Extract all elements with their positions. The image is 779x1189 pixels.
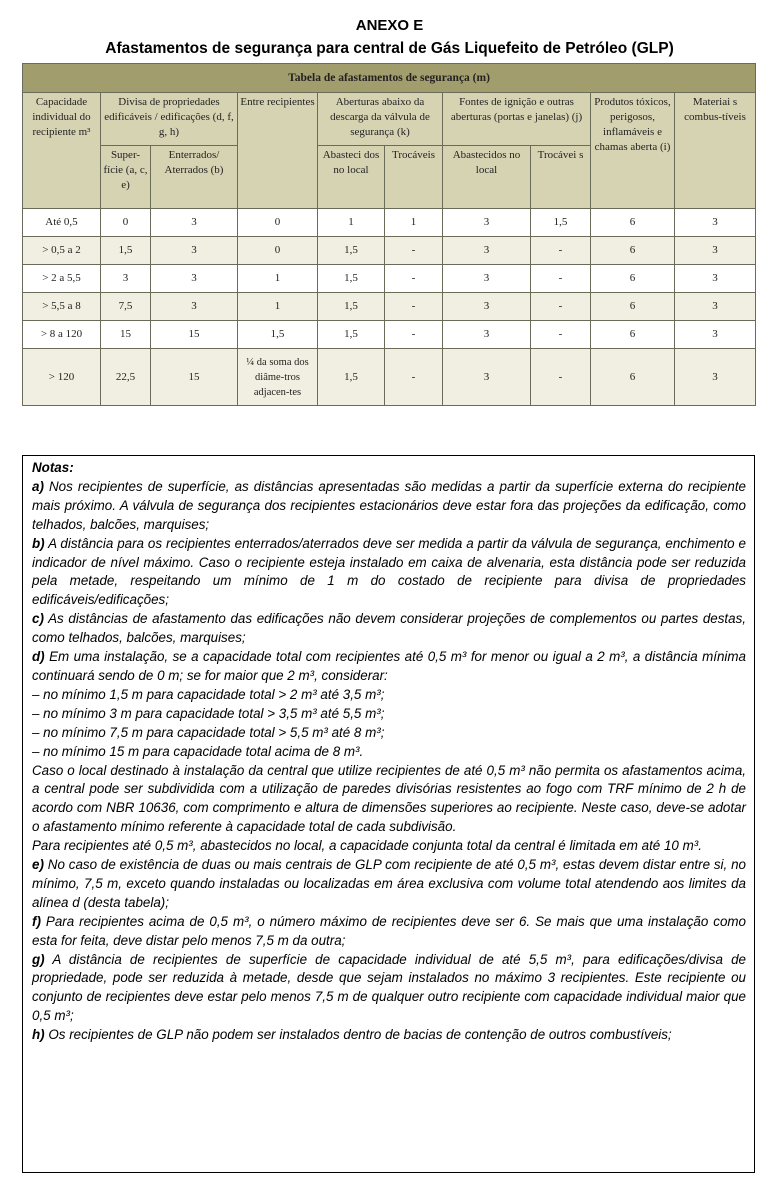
note-item: [32, 856, 746, 913]
note-label: f): [32, 913, 41, 929]
notes-heading: Notas:: [32, 460, 74, 475]
note-text: As distâncias de afastamento das edificações não devem considerar projeções de complementos ou partes destas, como telhados, balcões, marquises;: [32, 611, 746, 646]
table-row: [23, 209, 756, 237]
note-d-list-item: – no mínimo 15 m para capacidade total acima de 8 m³.: [32, 743, 364, 759]
header-fontes-trocaveis: Trocávei s: [531, 146, 591, 209]
table-cell: -: [385, 237, 443, 265]
notes-d-list: [32, 686, 746, 762]
table-cell: 3: [151, 293, 238, 321]
table-cell: 1,5: [318, 265, 385, 293]
table-body: [23, 209, 756, 406]
table-cell: 3: [151, 237, 238, 265]
header-superficie: Super-fície (a, c, e): [101, 146, 151, 209]
table-cell: 6: [591, 265, 675, 293]
table-cell: 1,5: [318, 321, 385, 349]
notes-list-b: [32, 856, 746, 1045]
header-fontes-abastecidos: Abastecidos no local: [443, 146, 531, 209]
header-capacidade: Capacidade individual do recipiente m³: [23, 93, 101, 209]
table-cell: 15: [151, 321, 238, 349]
note-text: A distância de recipientes de superfície de capacidade individual de até 5,5 m³, para edificações/divisa de propriedade, pode ser reduzida à metade, desde que sejam instalados no máximo 3 recipientes. Este recipiente ou conjunto de recipientes deve estar pelo menos 7,5 m de qualquer outro recipiente com capacidade individual maior que 0,5 m³;: [32, 951, 746, 1024]
note-item: [32, 951, 746, 1027]
note-label: g): [32, 951, 45, 967]
note-item: [32, 913, 746, 951]
header-enterrados: Enterrados/ Aterrados (b): [151, 146, 238, 209]
table-cell: 1: [385, 209, 443, 237]
note-item: [32, 478, 746, 535]
table-cell: -: [385, 321, 443, 349]
note-d-list-item: – no mínimo 3 m para capacidade total > 3,5 m³ até 5,5 m³;: [32, 705, 385, 721]
note-label: e): [32, 857, 44, 873]
header-produtos: Produtos tóxicos, perigosos, inflamáveis e chamas aberta (i): [591, 93, 675, 209]
table-row: [23, 265, 756, 293]
table-cell: 22,5: [101, 349, 151, 406]
header-entre: Entre recipientes: [238, 93, 318, 209]
note-item: [32, 1026, 746, 1045]
notes-box: [22, 455, 755, 1173]
header-aberturas-abastecidos: Abasteci dos no local: [318, 146, 385, 209]
table-cell: -: [385, 349, 443, 406]
table-cell: 3: [443, 265, 531, 293]
note-text: No caso de existência de duas ou mais centrais de GLP com recipiente de até 0,5 m³, estas devem distar entre si, no mínimo, 7,5 m, exceto quando instaladas ou localizadas em área exclusiva com volume total atendendo aos limites da alínea d (desta tabela);: [32, 857, 746, 910]
table-row: [23, 237, 756, 265]
note-text: Em uma instalação, se a capacidade total com recipientes até 0,5 m³ for menor ou igual a 2 m³, a distância mínima continuará sendo de 0 m; se for maior que 2 m³, considerar:: [32, 649, 746, 683]
table-cell: 3: [101, 265, 151, 293]
table-cell: 3: [443, 237, 531, 265]
note-item: [32, 610, 746, 648]
table-cell: 0: [238, 237, 318, 265]
table-cell: 0: [238, 209, 318, 237]
notes-list-a: [32, 478, 746, 686]
table-cell: -: [531, 265, 591, 293]
table-cell: 6: [591, 321, 675, 349]
note-label: h): [32, 1027, 45, 1043]
note-text: Nos recipientes de superfície, as distâncias apresentadas são medidas a partir da superfície externa do recipiente mais próximo. A válvula de segurança dos recipientes estacionários deve estar fora das projeções da edificação, como telhados, balcões, marquises;: [32, 478, 746, 532]
table-cell: Até 0,5: [23, 209, 101, 237]
note-label: b): [32, 535, 45, 551]
table-cell: 1: [238, 265, 318, 293]
table-cell: 3: [443, 321, 531, 349]
table-cell: 3: [443, 293, 531, 321]
table-cell: 6: [591, 237, 675, 265]
table-cell: 0: [101, 209, 151, 237]
table-cell: ¼ da soma dos diâme-tros adjacen-tes: [238, 349, 318, 406]
table-row: [23, 321, 756, 349]
note-label: c): [32, 611, 44, 627]
note-d-list-item: – no mínimo 7,5 m para capacidade total > 5,5 m³ até 8 m³;: [32, 724, 385, 740]
note-item: [32, 648, 746, 686]
header-divisa: Divisa de propriedades edificáveis / edificações (d, f, g, h): [101, 93, 238, 146]
table-row: [23, 349, 756, 406]
table-cell: 6: [591, 293, 675, 321]
header-fontes: Fontes de ignição e outras aberturas (portas e janelas) (j): [443, 93, 591, 146]
table-cell: > 120: [23, 349, 101, 406]
table-cell: 15: [151, 349, 238, 406]
table-cell: 3: [443, 209, 531, 237]
table-cell: 3: [151, 209, 238, 237]
table-cell: 3: [443, 349, 531, 406]
header-aberturas-trocaveis: Trocáveis: [385, 146, 443, 209]
annex-subtitle: Afastamentos de segurança para central de Gás Liquefeito de Petróleo (GLP): [105, 40, 674, 57]
table-cell: 7,5: [101, 293, 151, 321]
note-label: a): [32, 478, 44, 494]
table-cell: 1,5: [238, 321, 318, 349]
table-cell: > 2 a 5,5: [23, 265, 101, 293]
table-cell: 1,5: [318, 293, 385, 321]
table-cell: 1,5: [531, 209, 591, 237]
note-d-paragraph-1: Caso o local destinado à instalação da central que utilize recipientes de até 0,5 m³ não permita os afastamentos acima, a central pode ser subdividida com a utilização de paredes divisórias resistentes ao fogo com TRF mínimo de 2 h de acordo com NBR 10636, com comprimento e altura de dimensões superiores ao recipiente. Neste caso, deve-se adotar o afastamento mínimo referente à capacidade total de cada subdivisão.: [32, 762, 746, 835]
table-cell: -: [385, 293, 443, 321]
table-cell: > 5,5 a 8: [23, 293, 101, 321]
note-label: d): [32, 649, 45, 665]
table-cell: -: [531, 321, 591, 349]
table-cell: 3: [675, 321, 756, 349]
header-aberturas: Aberturas abaixo da descarga da válvula de segurança (k): [318, 93, 443, 146]
table-cell: 6: [591, 209, 675, 237]
table-cell: -: [385, 265, 443, 293]
table-cell: 3: [675, 265, 756, 293]
safety-distance-table: [22, 63, 756, 406]
note-text: Os recipientes de GLP não podem ser instalados dentro de bacias de contenção de outros combustíveis;: [48, 1027, 672, 1043]
table-cell: -: [531, 237, 591, 265]
note-item: [32, 535, 746, 611]
table-cell: 3: [675, 209, 756, 237]
table-cell: 3: [675, 349, 756, 406]
table-row: [23, 293, 756, 321]
note-text: Para recipientes acima de 0,5 m³, o número máximo de recipientes deve ser 6. Se mais que uma instalação como esta for feita, deve distar pelo menos 7,5 m da outra;: [32, 913, 746, 948]
table-cell: 15: [101, 321, 151, 349]
annex-title: ANEXO E: [355, 17, 424, 34]
table-cell: -: [531, 349, 591, 406]
table-cell: -: [531, 293, 591, 321]
table-cell: 6: [591, 349, 675, 406]
header-materiais: Materiai s combus-tíveis: [675, 93, 756, 209]
table-caption: Tabela de afastamentos de segurança (m): [23, 64, 756, 93]
table-cell: 3: [675, 237, 756, 265]
note-text: A distância para os recipientes enterrados/aterrados deve ser medida a partir da válvula de segurança, enchimento e indicador de nível máximo. Caso o recipiente esteja instalado em caixa de alvenaria, esta distância pode ser reduzida pela metade, respeitando um mínimo de 1 m do costado de recipiente para divisa de propriedades edificáveis/edificações;: [32, 535, 746, 608]
table-cell: 1,5: [318, 237, 385, 265]
table-cell: 1,5: [318, 349, 385, 406]
table-cell: 1: [238, 293, 318, 321]
table-cell: > 0,5 a 2: [23, 237, 101, 265]
note-d-paragraph-2: Para recipientes até 0,5 m³, abastecidos no local, a capacidade conjunta total da central é limitada em até 10 m³.: [32, 838, 702, 854]
table-cell: 1,5: [101, 237, 151, 265]
table-cell: 3: [151, 265, 238, 293]
note-d-list-item: – no mínimo 1,5 m para capacidade total > 2 m³ até 3,5 m³;: [32, 686, 385, 702]
table-cell: 1: [318, 209, 385, 237]
table-cell: > 8 a 120: [23, 321, 101, 349]
table-cell: 3: [675, 293, 756, 321]
